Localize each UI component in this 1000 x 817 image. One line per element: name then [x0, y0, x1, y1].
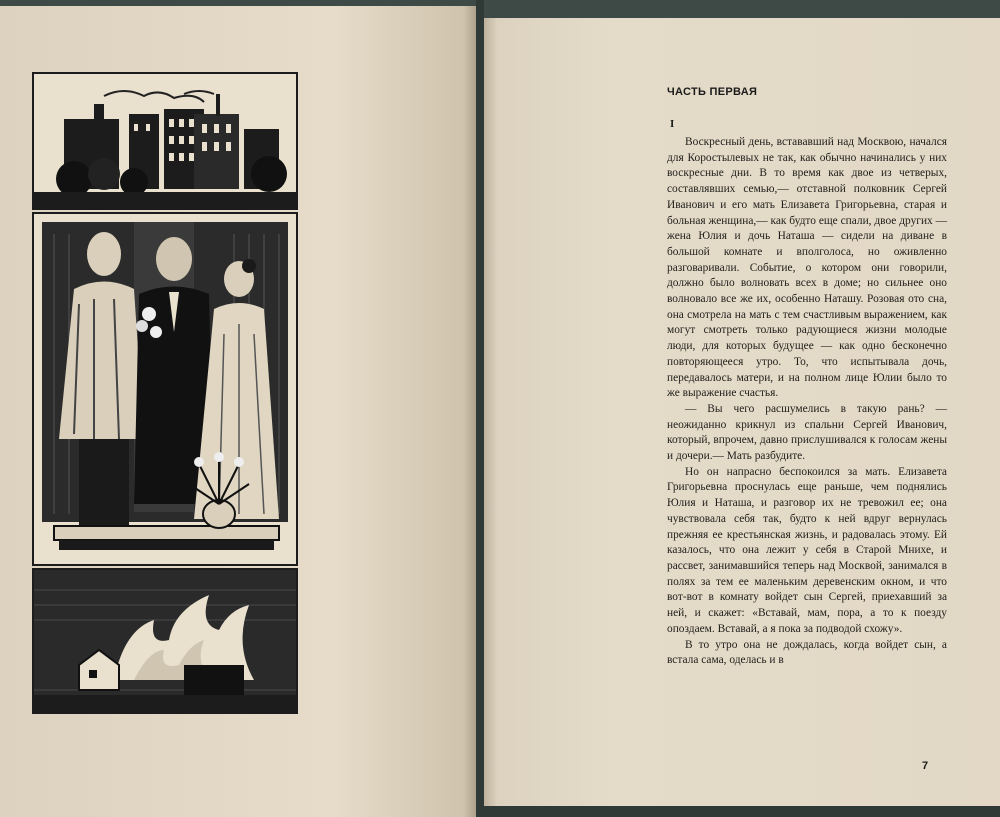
illustration-town — [34, 74, 296, 208]
book-cover-edge — [482, 806, 1000, 817]
body-text — [667, 135, 947, 669]
illustration-fire-panel — [32, 568, 298, 714]
paragraph: — Вы чего расшумелись в такую рань? — неожиданно крикнул из спальни Сергей Иванович, который, впрочем, давно прислушивался к голосам жены и дочери.— Мать разбудите. — [667, 402, 947, 463]
chapter-number: I — [670, 118, 675, 130]
illustration-family — [34, 214, 296, 564]
illustration-fire — [34, 570, 296, 712]
paragraph: В то утро она не дождалась, когда войдет сын, а встала сама, оделась и в — [667, 638, 947, 667]
paragraph: Воскресный день, встававший над Москвою, начался для Коростылевых не так, как обычно начинались у них воскресные дни. В то время как двое из четверых, составлявших семью,— отставной полковник Сергей Иванович и его мать Елизавета Григорьевна, старая и больная женщина,— как будто еще спали, двое других — жена Юлия и дочь Наташа — сидели на диване в большой комнате и вполголоса, но оживленно разговаривали. Событие, о котором они говорили, должно было волновать всех в доме; но сильнее оно волновало все же их, особенно Наташу. Розовая ото сна, она смотрела на мать с тем счастливым выражением, как могут смотреть только радующиеся жизни молодые люди, для которых будущее — как одно бесконечно повторяющееся утро. То, что испытывала дочь, передавалось матери, и на полном лице Юлии было то же выражение счастья. — [667, 136, 947, 400]
illustration-family-panel — [32, 212, 298, 566]
illustration-town-panel — [32, 72, 298, 210]
book-gutter — [476, 0, 484, 817]
page-number: 7 — [922, 760, 929, 772]
paragraph: Но он напрасно беспокоился за мать. Елизавета Григорьевна проснулась еще раньше, чем поднялись Юлия и Наташа, и разговор их не тревожил ее; она чувствовала себя так, будто к ней вдруг вернулась прежняя ее крестьянская жизнь, и радовалась этому. Ей казалось, что она лежит у себя в Старой Мнихе, и рассвет, занимавшийся теперь над Москвой, занимался в полях за тем ее маленьким деревенским окном, и что вот-вот в комнату войдет сын Сергей, приехавший за ней, и скажет: «Вставай, мам, пора, а то к поезду опоздаем. Вставай, а я пока за подводой схожу». — [667, 465, 947, 635]
part-title: ЧАСТЬ ПЕРВАЯ — [667, 86, 758, 98]
